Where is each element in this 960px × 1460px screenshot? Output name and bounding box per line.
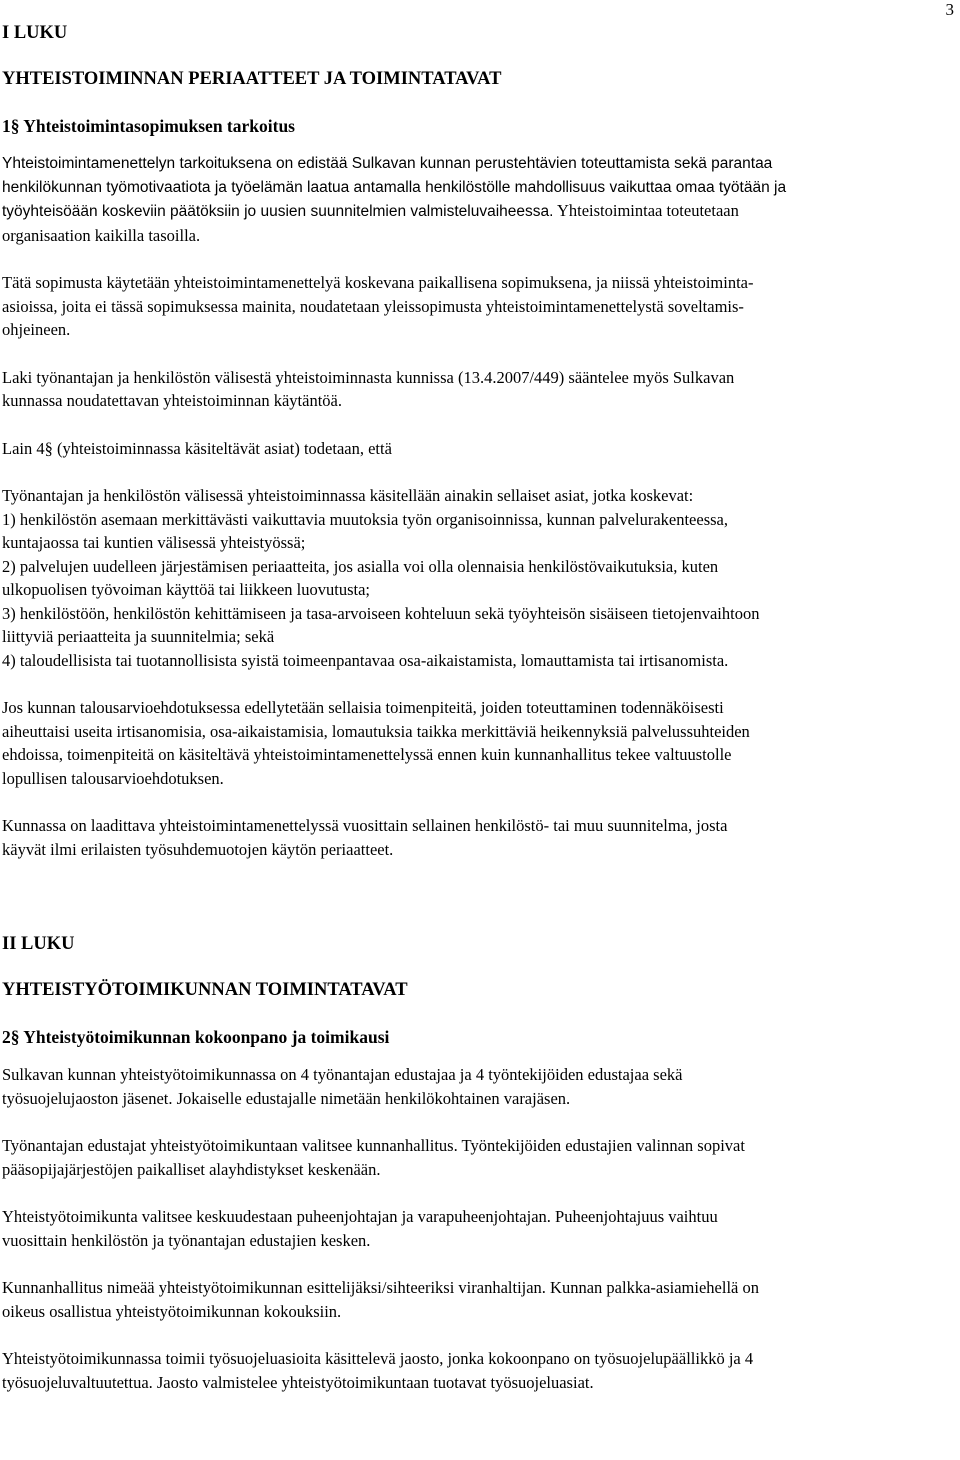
text-line: Laki työnantajan ja henkilöstön välisestä yhteistoiminnasta kunnissa (13.4.2007/449) sääntelee myös Sulkavan: [2, 367, 735, 387]
text-line: pääsopijajärjestöjen paikalliset alayhdistykset keskenään.: [2, 1159, 381, 1179]
safety-division-paragraph: [2, 1347, 940, 1394]
text-line: aiheuttaisi useita irtisanomisia, osa-aikaistamisia, lomautuksia taikka merkittäviä heikennyksiä palvelussuhteiden: [2, 721, 750, 741]
list-item: 1) henkilöstön asemaan merkittävästi vaikuttavia muutoksia työn organisoinnissa, kunnan palvelurakenteessa,: [2, 509, 728, 529]
text-line: Työnantajan edustajat yhteistyötoimikuntaan valitsee kunnanhallitus. Työntekijöiden edustajien valinnan sopivat: [2, 1136, 745, 1155]
text-line: Jos kunnan talousarvioehdotuksessa edellytetään sellaisia toimenpiteitä, joiden toteuttaminen todennäköisesti: [2, 698, 724, 717]
text-line: oikeus osallistua yhteistyötoimikunnan kokouksiin.: [2, 1301, 342, 1321]
matters-list: [2, 484, 940, 672]
chapter-title: YHTEISTYÖTOIMIKUNNAN TOIMINTATAVAT: [2, 980, 408, 1000]
text-segment: Yhteistoimintaa toteutetaan: [553, 201, 739, 220]
list-item: liittyviä periaatteita ja suunnitelmia; sekä: [2, 627, 275, 646]
list-item: kuntajaossa tai kuntien välisessä yhteistyössä;: [2, 533, 306, 552]
text-line: Kunnanhallitus nimeää yhteistyötoimikunnan esittelijäksi/sihteeriksi viranhaltijan. Kunnan palkka-asiamiehellä on: [2, 1278, 759, 1297]
text-line: lopullisen talousarvioehdotuksen.: [2, 768, 224, 788]
representatives-paragraph: [2, 1134, 940, 1181]
law4-paragraph: Lain 4§ (yhteistoiminnassa käsiteltävät asiat) todetaan, että: [2, 438, 392, 458]
secretary-paragraph: [2, 1276, 940, 1323]
text-line: [2, 199, 940, 224]
text-line: organisaation kaikilla tasoilla.: [2, 225, 201, 245]
agreement-paragraph: [2, 271, 940, 342]
text-line: Sulkavan kunnan yhteistyötoimikunnassa on 4 työnantajan edustajaa ja 4 työntekijöiden edustajaa sekä: [2, 1065, 683, 1084]
chair-paragraph: [2, 1205, 940, 1252]
section-heading: 2§ Yhteistyötoimikunnan kokoonpano ja toimikausi: [2, 1027, 390, 1047]
chapter-title: YHTEISTOIMINNAN PERIAATTEET JA TOIMINTATAVAT: [2, 69, 502, 89]
law-paragraph: [2, 366, 940, 413]
budget-paragraph: [2, 696, 940, 790]
text-line: henkilökunnan työmotivaatiota ja työelämän laatua antamalla henkilöstölle mahdollisuus vaikuttaa omaa työtään ja: [2, 178, 787, 196]
text-line: käyvät ilmi erilaisten työsuhdemuotojen käytön periaatteet.: [2, 839, 394, 859]
page-number: 3: [945, 0, 954, 19]
text-line: työsuojeluvaltuutettua. Jaosto valmistelee yhteistyötoimikuntaan tuotavat työsuojeluasiat.: [2, 1372, 594, 1392]
text-line: Yhteistyötoimikunta valitsee keskuudestaan puheenjohtajan ja varapuheenjohtajan. Puheenjohtajuus vaihtuu: [2, 1207, 718, 1226]
text-line: Kunnassa on laadittava yhteistoimintamenettelyssä vuosittain sellainen henkilöstö- tai muu suunnitelma, josta: [2, 816, 728, 835]
text-line: asioissa, joita ei tässä sopimuksessa mainita, noudatetaan yleissopimusta yhteistoimintamenettelystä soveltamis-: [2, 296, 744, 316]
chapter-label: II LUKU: [2, 934, 75, 954]
text-line: ohjeineen.: [2, 320, 71, 339]
text-line: kunnassa noudatettavan yhteistoiminnan käytäntöä.: [2, 391, 342, 410]
list-item: 2) palvelujen uudelleen järjestämisen periaatteita, jos asialla voi olla olennaisia henkilöstövaikutuksia, kuten: [2, 556, 719, 576]
text-line: Yhteistyötoimikunnassa toimii työsuojeluasioita käsittelevä jaosto, jonka kokoonpano on työsuojelupäällikkö ja 4: [2, 1349, 754, 1368]
text-line: ehdoissa, toimenpiteitä on käsiteltävä yhteistoimintamenettelyssä ennen kuin kunnanhallitus tekee valtuustolle: [2, 745, 732, 764]
text-segment: työyhteisöään koskeviin päätöksiin jo uusien suunnitelmien valmisteluvaiheessa.: [2, 203, 554, 220]
section-heading: 1§ Yhteistoimintasopimuksen tarkoitus: [2, 116, 295, 136]
plan-paragraph: [2, 814, 940, 861]
list-item: ulkopuolisen työvoiman käyttöä tai liikkeen luovutusta;: [2, 580, 370, 599]
composition-paragraph: [2, 1063, 940, 1110]
purpose-paragraph: [2, 152, 940, 247]
chapter-label: I LUKU: [2, 23, 68, 43]
list-intro: Työnantajan ja henkilöstön välisessä yhteistoiminnassa käsitellään ainakin sellaiset asiat, jotka koskevat:: [2, 486, 694, 505]
list-item: 3) henkilöstöön, henkilöstön kehittämiseen ja tasa-arvoiseen kohteluun sekä työyhteisön sisäiseen tietojenvaihtoon: [2, 603, 760, 623]
text-line: Tätä sopimusta käytetään yhteistoimintamenettelyä koskevana paikallisena sopimuksena, ja niissä yhteistoiminta-: [2, 273, 754, 292]
text-line: työsuojelujaoston jäsenet. Jokaiselle edustajalle nimetään henkilökohtainen varajäsen.: [2, 1088, 571, 1108]
list-item: 4) taloudellisista tai tuotannollisista syistä toimeenpantavaa osa-aikaistamista, lomauttamista tai irtisanomista.: [2, 650, 729, 670]
text-line: vuosittain henkilöstön ja työnantajan edustajien kesken.: [2, 1230, 371, 1250]
text-line: Yhteistoimintamenettelyn tarkoituksena on edistää Sulkavan kunnan perustehtävien toteuttamista sekä parantaa: [2, 155, 773, 172]
